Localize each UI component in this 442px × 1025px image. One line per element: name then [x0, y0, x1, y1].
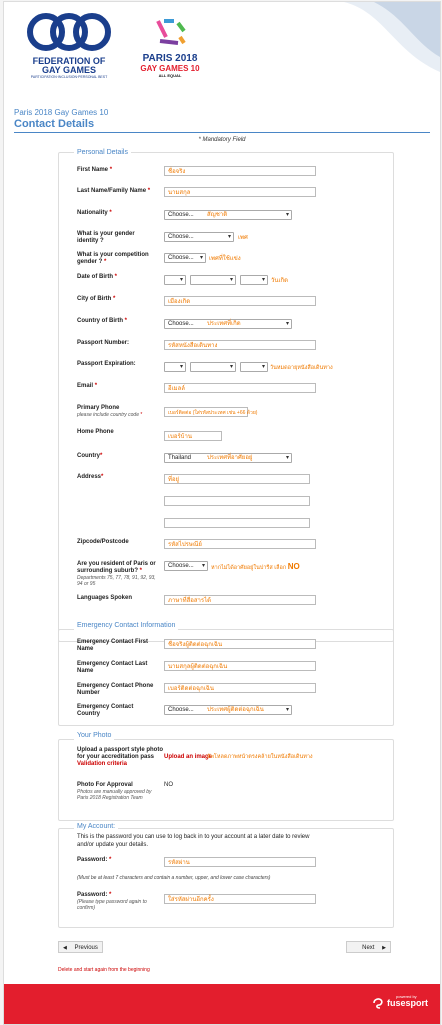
- passport-number-input[interactable]: รหัสหนังสือเดินทาง: [164, 340, 316, 350]
- languages-input[interactable]: ภาษาที่สื่อสารได้: [164, 595, 316, 605]
- paris-resident-select[interactable]: [164, 561, 208, 571]
- primary-phone-label: Primary Phone please include country code *: [77, 405, 143, 418]
- nationality-label: Nationality *: [77, 210, 112, 216]
- password-input[interactable]: รหัสผ่าน: [164, 857, 316, 867]
- upload-image-button[interactable]: Upload an image: [164, 754, 213, 760]
- city-of-birth-input[interactable]: เมืองเกิด: [164, 296, 316, 306]
- emergency-country-hint: ประเทศผู้ติดต่อฉุกเฉิน: [207, 707, 264, 713]
- primary-phone-input[interactable]: เบอร์ติดต่อ (ใส่รหัสประเทศ เช่น +66 ด้วย): [164, 407, 248, 417]
- dob-hint: วันเกิด: [271, 278, 289, 284]
- event-title: Paris 2018 Gay Games 10: [14, 108, 109, 117]
- previous-button[interactable]: [58, 941, 103, 953]
- next-button[interactable]: [346, 941, 391, 953]
- triangle-right-icon: ▶: [382, 945, 386, 951]
- paris-logo: [132, 17, 208, 87]
- page-title: Contact Details: [14, 118, 95, 130]
- password-label: Password: *: [77, 857, 112, 863]
- country-hint: ประเทศที่อาศัยอยู่: [207, 455, 253, 461]
- passport-number-label: Passport Number:: [77, 340, 130, 346]
- last-name-label: Last Name/Family Name *: [77, 188, 151, 194]
- gender-identity-selected: Choose...: [168, 234, 194, 240]
- mandatory-note: * Mandatory Field: [198, 137, 246, 143]
- languages-label: Languages Spoken: [77, 595, 133, 601]
- gender-identity-hint: เพศ: [238, 235, 248, 241]
- emergency-last-name-input[interactable]: นามสกุลผู้ติดต่อฉุกเฉิน: [164, 661, 316, 671]
- competition-gender-label: What is your competition gender ? *: [77, 252, 149, 265]
- dob-year-select[interactable]: [240, 275, 268, 285]
- dob-day-select[interactable]: [164, 275, 186, 285]
- photo-approval-value: NO: [164, 782, 173, 788]
- paris-resident-hint: หากไม่ได้อาศัยอยู่ในปารีส เลือก NO: [211, 562, 300, 571]
- account-legend: My Account:: [74, 823, 118, 831]
- account-intro: This is the password you can use to log back in to your account at a later date to review and/or update your details.: [77, 834, 310, 848]
- passport-expiration-hint: วันหมดอายุหนังสือเดินทาง: [270, 365, 333, 371]
- zipcode-label: Zipcode/Postcode: [77, 539, 129, 545]
- paris-title: PARIS 2018: [142, 53, 198, 64]
- city-of-birth-label: City of Birth *: [77, 296, 116, 302]
- photo-upload-label: Upload a passport style photo for your accreditation pass Validation criteria: [77, 747, 164, 767]
- emergency-first-name-label: Emergency Contact First Name: [77, 639, 149, 652]
- zipcode-input[interactable]: รหัสไปรษณีย์: [164, 539, 316, 549]
- dob-month-select[interactable]: [190, 275, 236, 285]
- emergency-phone-input[interactable]: เบอร์ติดต่อฉุกเฉิน: [164, 683, 316, 693]
- address-line-1-input[interactable]: ที่อยู่: [164, 474, 310, 484]
- emergency-country-selected: Choose...: [168, 707, 194, 713]
- email-input[interactable]: อีเมลล์: [164, 383, 316, 393]
- fgg-logo: [26, 12, 112, 82]
- emergency-country-label: Emergency Contact Country: [77, 704, 134, 717]
- footer-bar: [4, 984, 440, 1024]
- paris-resident-answer: NO: [287, 562, 300, 571]
- emergency-legend: Emergency Contact Information: [74, 622, 178, 630]
- passport-expiration-label: Passport Expiration:: [77, 361, 136, 367]
- paris-all-equal: ALL EQUAL: [158, 73, 182, 78]
- photo-approval-sub: Photos are manually approved by Paris 2018 Registration Team: [77, 789, 152, 801]
- photo-upload-hint: อัพโหลดภาพหน้าตรงคล้ายในหนังสือเดินทาง: [207, 754, 313, 760]
- photo-approval-label: Photo For Approval Photos are manually approved by Paris 2018 Registration Team: [77, 782, 163, 801]
- passport-exp-month-select[interactable]: [190, 362, 236, 372]
- address-label: Address*: [77, 474, 104, 480]
- paris-resident-selected: Choose...: [168, 563, 194, 569]
- nationality-hint: สัญชาติ: [207, 212, 228, 218]
- personal-details-legend: Personal Details: [74, 149, 131, 157]
- last-name-input[interactable]: นามสกุล: [164, 187, 316, 197]
- confirm-password-sub: (Please type password again to confirm): [77, 899, 147, 911]
- country-select[interactable]: [164, 453, 292, 463]
- triangle-left-icon: ◀: [63, 945, 67, 951]
- fgg-logo-text: FEDERATION OF GAY GAMES: [32, 56, 106, 75]
- email-label: Email *: [77, 383, 98, 389]
- competition-gender-selected: Choose...: [168, 255, 194, 261]
- country-label: Country*: [77, 453, 103, 459]
- paris-resident-label: Are you resident of Paris or surrounding suburb? * Departments 75, 77, 78, 91, 92, 93, 94 or 95: [77, 561, 161, 587]
- passport-exp-year-select[interactable]: [240, 362, 268, 372]
- gender-identity-select[interactable]: [164, 232, 234, 242]
- next-label: Next: [362, 945, 375, 951]
- paris-subtitle: GAY GAMES 10: [140, 64, 200, 73]
- address-line-3-input[interactable]: [164, 518, 310, 528]
- first-name-input[interactable]: ชื่อจริง: [164, 166, 316, 176]
- country-of-birth-select[interactable]: [164, 319, 292, 329]
- country-selected: Thailand: [168, 455, 192, 461]
- header-corner-swoosh: [334, 2, 440, 72]
- fusesport-brand: fusesport: [387, 998, 429, 1008]
- fgg-rings-icon: [26, 12, 112, 52]
- emergency-phone-label: Emergency Contact Phone Number: [77, 683, 154, 696]
- address-line-2-input[interactable]: [164, 496, 310, 506]
- paris-2018-emblem-icon: [150, 17, 190, 49]
- previous-label: Previous: [74, 945, 98, 951]
- first-name-label: First Name *: [77, 167, 113, 173]
- country-of-birth-label: Country of Birth *: [77, 318, 128, 324]
- validation-criteria-link[interactable]: Validation criteria: [77, 761, 128, 767]
- competition-gender-select[interactable]: [164, 253, 206, 263]
- fgg-tagline: PARTICIPATION·INCLUSION·PERSONAL BEST: [30, 75, 108, 79]
- passport-exp-day-select[interactable]: [164, 362, 186, 372]
- confirm-password-label: Password: * (Please type password again to confirm): [77, 892, 161, 911]
- delete-start-again-link[interactable]: Delete and start again from the beginning: [58, 967, 150, 973]
- paris-resident-sub: Departments 75, 77, 78, 91, 92, 93, 94 or 95: [77, 575, 156, 587]
- fusesport-logo-icon: [372, 997, 386, 1009]
- emergency-country-select[interactable]: [164, 705, 292, 715]
- nationality-select[interactable]: [164, 210, 292, 220]
- gender-identity-label: What is your gender identity ?: [77, 231, 135, 244]
- home-phone-label: Home Phone: [77, 429, 114, 435]
- country-of-birth-selected: Choose...: [168, 321, 194, 327]
- photo-legend: Your Photo: [74, 732, 114, 740]
- password-rule: (Must be at least 7 characters and contain a number, upper, and lower case characters): [77, 875, 271, 881]
- confirm-password-input[interactable]: ใส่รหัสผ่านอีกครั้ง: [164, 894, 316, 904]
- page: [3, 1, 441, 1025]
- home-phone-input[interactable]: เบอร์บ้าน: [164, 431, 222, 441]
- emergency-first-name-input[interactable]: ชื่อจริงผู้ติดต่อฉุกเฉิน: [164, 639, 316, 649]
- dob-label: Date of Birth *: [77, 274, 118, 280]
- competition-gender-hint: เพศที่ใช้แข่ง: [209, 256, 241, 262]
- country-of-birth-hint: ประเทศที่เกิด: [207, 321, 241, 327]
- title-divider: [14, 132, 430, 133]
- powered-by-text: powered by: [396, 994, 417, 999]
- emergency-last-name-label: Emergency Contact Last Name: [77, 661, 148, 674]
- nationality-selected: Choose...: [168, 212, 194, 218]
